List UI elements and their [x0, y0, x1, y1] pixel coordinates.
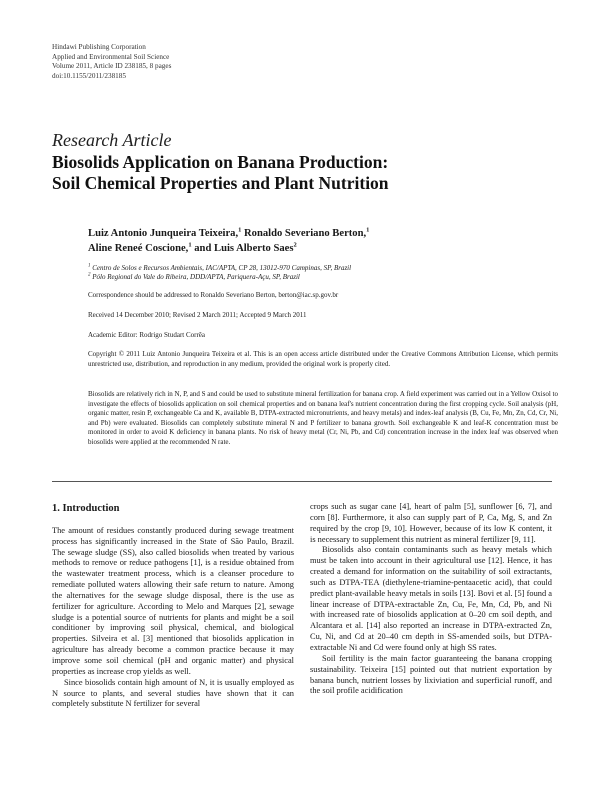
paper-title	[52, 152, 552, 193]
received-dates: Received 14 December 2010; Revised 2 March 2011; Accepted 9 March 2011	[88, 311, 307, 319]
affiliation-number: 2	[88, 272, 91, 278]
author-affiliation-mark: 1	[238, 226, 242, 234]
doi: doi:10.1155/2011/238185	[52, 71, 126, 80]
volume-info: Volume 2011, Article ID 238185, 8 pages	[52, 62, 172, 71]
author-name: Luis Alberto Saes	[214, 243, 294, 254]
author-affiliation-mark: 1	[366, 226, 370, 234]
affiliation-text: Pólo Regional do Vale do Ribeira, DDD/APTA, Pariquera-Açu, SP, Brazil	[92, 273, 300, 282]
copyright-notice: Copyright © 2011 Luiz Antonio Junqueira Teixeira et al. This is an open access article distributed under the Creative Commons Attribution License, which permits unrestricted use, distribution, and reproduction in any medium, provided the original work is properly cited.	[88, 350, 558, 368]
affiliation-item	[88, 273, 558, 282]
article-type: Research Article	[52, 130, 172, 150]
affiliations	[88, 264, 558, 283]
body-paragraph: The amount of residues constantly produced during sewage treatment process has significantly increased in the State of São Paulo, Brazil. The sewage sludge (SS), also called biosolids when treated by various methods to remove or reduce pathogens [1], is a residue obtained from the wastewater treatment process, which is a cleanser procedure to remediate polluted waters allowing their safe return to nature. Among the alternatives for the sewage sludge disposal, there is the use as fertilizer for agriculture. According to Melo and Marques [2], sewage sludge is a potential source of nutrients for plants and might be a soil conditioner by improving soil physical, chemical, and biological properties. Silveira et al. [3] mentioned that biosolids application in agriculture has already become a common practice because it may improve some soil chemical (pH and organic matter) and physical properties as increase crop yields as well.	[52, 525, 294, 676]
correspondence: Correspondence should be addressed to Ronaldo Severiano Berton, berton@iac.sp.gov.br	[88, 291, 339, 299]
author-affiliation-mark: 2	[293, 241, 297, 249]
body-paragraph: Since biosolids contain high amount of N, it is usually employed as N source to plants, and several studies have shown that it can completely substitute N fertilizer for several	[52, 677, 294, 709]
author-list	[88, 226, 558, 256]
body-column-right	[310, 502, 552, 697]
body-paragraph: crops such as sugar cane [4], heart of palm [5], sunflower [6, 7], and corn [8]. Furthermore, it also can supply part of P, Ca, Mg, S, and Zn required by the crop [9, 10]. However, because of its low K content, it is necessary to supplement this nutrient as mineral fertilizer [9, 11].	[310, 502, 552, 544]
journal-name: Applied and Environmental Soil Science	[52, 52, 170, 61]
title-line-2: Soil Chemical Properties and Plant Nutrition	[52, 172, 389, 193]
author-name: Luiz Antonio Junqueira Teixeira,	[88, 228, 239, 239]
body-column-left	[52, 504, 294, 710]
journal-header	[52, 43, 171, 81]
author-conjunction: and	[194, 243, 212, 254]
author-name: Ronaldo Severiano Berton,	[244, 228, 367, 239]
author-line-2	[88, 241, 558, 256]
affiliation-item	[88, 264, 558, 273]
section-divider	[52, 481, 552, 482]
affiliation-text: Centro de Solos e Recursos Ambientais, IAC/APTA, CP 28, 13012-970 Campinas, SP, Brazil	[92, 264, 352, 272]
section-heading: 1. Introduction	[52, 503, 120, 514]
author-name: Aline Reneé Coscione,	[88, 243, 189, 254]
author-affiliation-mark: 1	[188, 241, 192, 249]
title-line-1: Biosolids Application on Banana Production:	[52, 152, 389, 172]
academic-editor: Academic Editor: Rodrigo Studart Corrêa	[88, 331, 206, 339]
author-line-1	[88, 226, 558, 241]
body-paragraph: Soil fertility is the main factor guaranteeing the banana cropping sustainability. Teixeira [15] pointed out that nutrient exportation by banana bunch, nutrient losses by lixiviation and superficial runoff, and the soil profile acidification	[310, 653, 552, 696]
affiliation-number: 1	[88, 263, 91, 269]
publisher: Hindawi Publishing Corporation	[52, 43, 146, 51]
abstract: Biosolids are relatively rich in N, P, and S and could be used to substitute mineral fertilization for banana crop. A field experiment was carried out in a Yellow Oxisol to investigate the effects of biosolids application on soil chemical properties and on banana leaf's nutrient concentration during the first cropping cycle. Soil analysis (pH, organic matter, resin P, exchangeable Ca and K, available B, DTPA-extracted micronutrients, and heavy metals) and index-leaf analysis (B, Cu, Fe, Mn, Zn, Cd, Cr, Ni, and Pb) were evaluated. Biosolids can completely substitute mineral N and P fertilizer to banana growth. Soil exchangeable K and leaf-K concentration must be monitored in order to avoid K deficiency in banana plants. No risk of heavy metal (Cr, Ni, Pb, and Cd) concentration increase in the index leaf was observed when biosolids were applied at the recommended N rate.	[88, 390, 558, 446]
body-paragraph: Biosolids also contain contaminants such as heavy metals which must be taken into account in their agricultural use [12]. Hence, it has created a demand for information on the suitability of soil extractants, such as DTPA-TEA (diethylene-triamine-pentaacetic acid), that could predict plant-available heavy metals in soils [13]. Bovi et al. [5] found a linear increase of DTPA-extractable Zn, Cu, Fe, Mn, Cd, Pb, and Ni with increased rate of biosolids application at 0–20 cm soil depth, and Alcantara et al. [14] also reported an increase in DTPA-extracted Zn, Cu, Ni, and Cd at 20–40 cm depth in SS-amended soils, but DTPA-extractable Ni and Cd were found only at high SS rates.	[310, 545, 552, 652]
